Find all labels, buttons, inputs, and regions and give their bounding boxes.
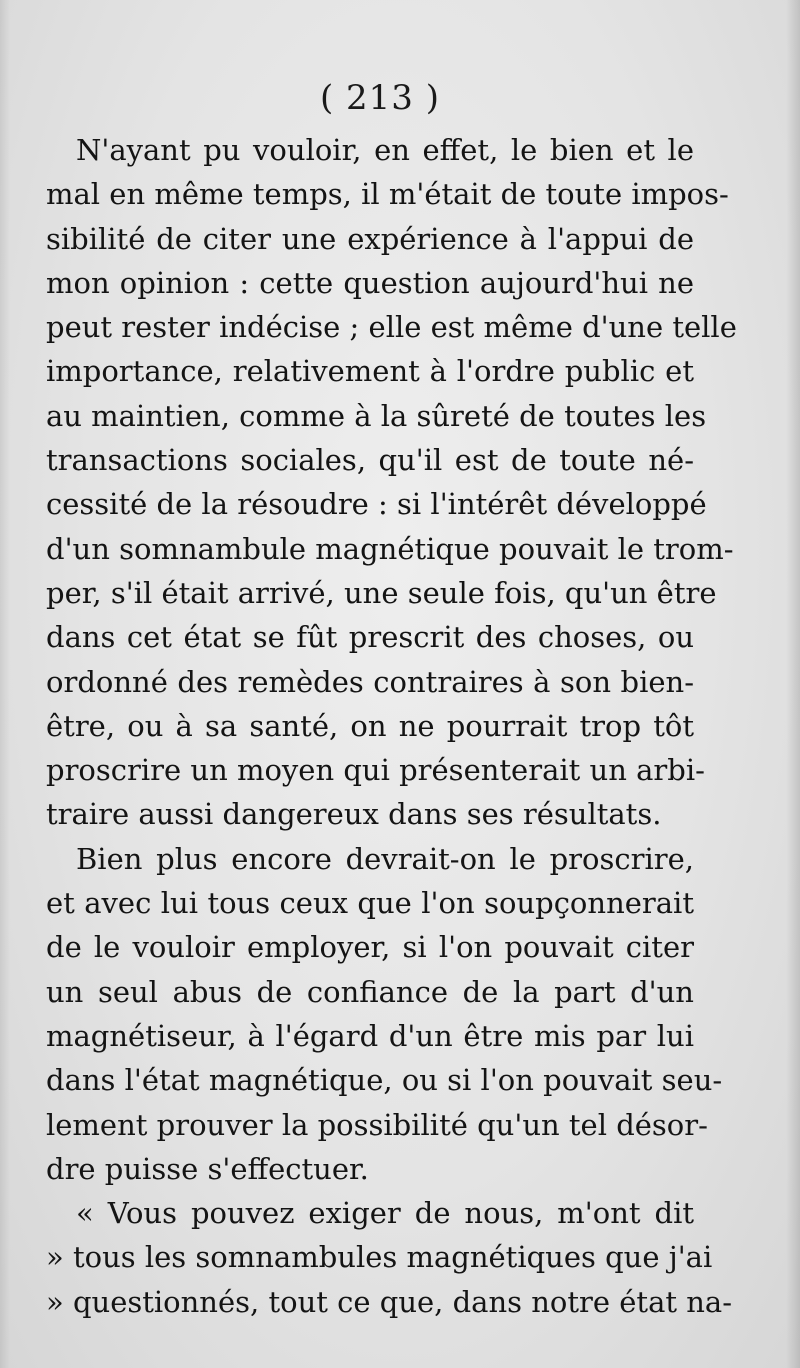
text-line: ordonné des remèdes contraires à son bien- <box>46 664 694 699</box>
text-line: Bien plus encore devrait-on le proscrire, <box>76 841 694 876</box>
text-line: au maintien, comme à la sûreté de toutes les <box>46 398 707 433</box>
text-line: être, ou à sa santé, on ne pourrait trop tôt <box>46 708 694 743</box>
text-line: » questionnés, tout ce que, dans notre état na- <box>46 1284 733 1319</box>
text-line: dans l'état magnétique, ou si l'on pouvait seu- <box>46 1063 723 1098</box>
page-shadow-right <box>786 0 800 1368</box>
text-line: traire aussi dangereux dans ses résultats. <box>46 797 662 832</box>
text-line: magnétiseur, à l'égard d'un être mis par lui <box>46 1018 694 1053</box>
text-line: un seul abus de confiance de la part d'un <box>46 974 694 1009</box>
text-line: cessité de la résoudre : si l'intérêt développé <box>46 487 707 522</box>
text-line: de le vouloir employer, si l'on pouvait citer <box>46 930 694 965</box>
text-line: « Vous pouvez exiger de nous, m'ont dit <box>76 1196 694 1231</box>
text-line: mal en même temps, il m'était de toute impos- <box>46 177 729 212</box>
body-text <box>46 128 737 1324</box>
text-line: et avec lui tous ceux que l'on soupçonnerait <box>46 886 694 921</box>
text-line: transactions sociales, qu'il est de toute né- <box>46 443 694 478</box>
text-line: per, s'il était arrivé, une seule fois, qu'un être <box>46 575 717 610</box>
text-line: N'ayant pu vouloir, en effet, le bien et le <box>76 133 694 167</box>
page-number: ( 213 ) <box>319 78 441 118</box>
text-line: importance, relativement à l'ordre public et <box>46 354 694 389</box>
text-line: peut rester indécise ; elle est même d'une telle <box>46 310 737 345</box>
text-line: » tous les somnambules magnétiques que j'ai <box>46 1240 713 1275</box>
text-line: dre puisse s'effectuer. <box>46 1151 369 1186</box>
text-line: sibilité de citer une expérience à l'appui de <box>46 221 694 256</box>
text-line: dans cet état se fût prescrit des choses, ou <box>46 620 694 655</box>
page-shadow-left <box>0 0 10 1368</box>
text-line: lement prouver la possibilité qu'un tel désor- <box>46 1107 708 1142</box>
text-line: proscrire un moyen qui présenterait un arbi- <box>46 753 705 788</box>
text-line: d'un somnambule magnétique pouvait le trom- <box>46 531 734 566</box>
text-line: mon opinion : cette question aujourd'hui ne <box>46 265 694 300</box>
